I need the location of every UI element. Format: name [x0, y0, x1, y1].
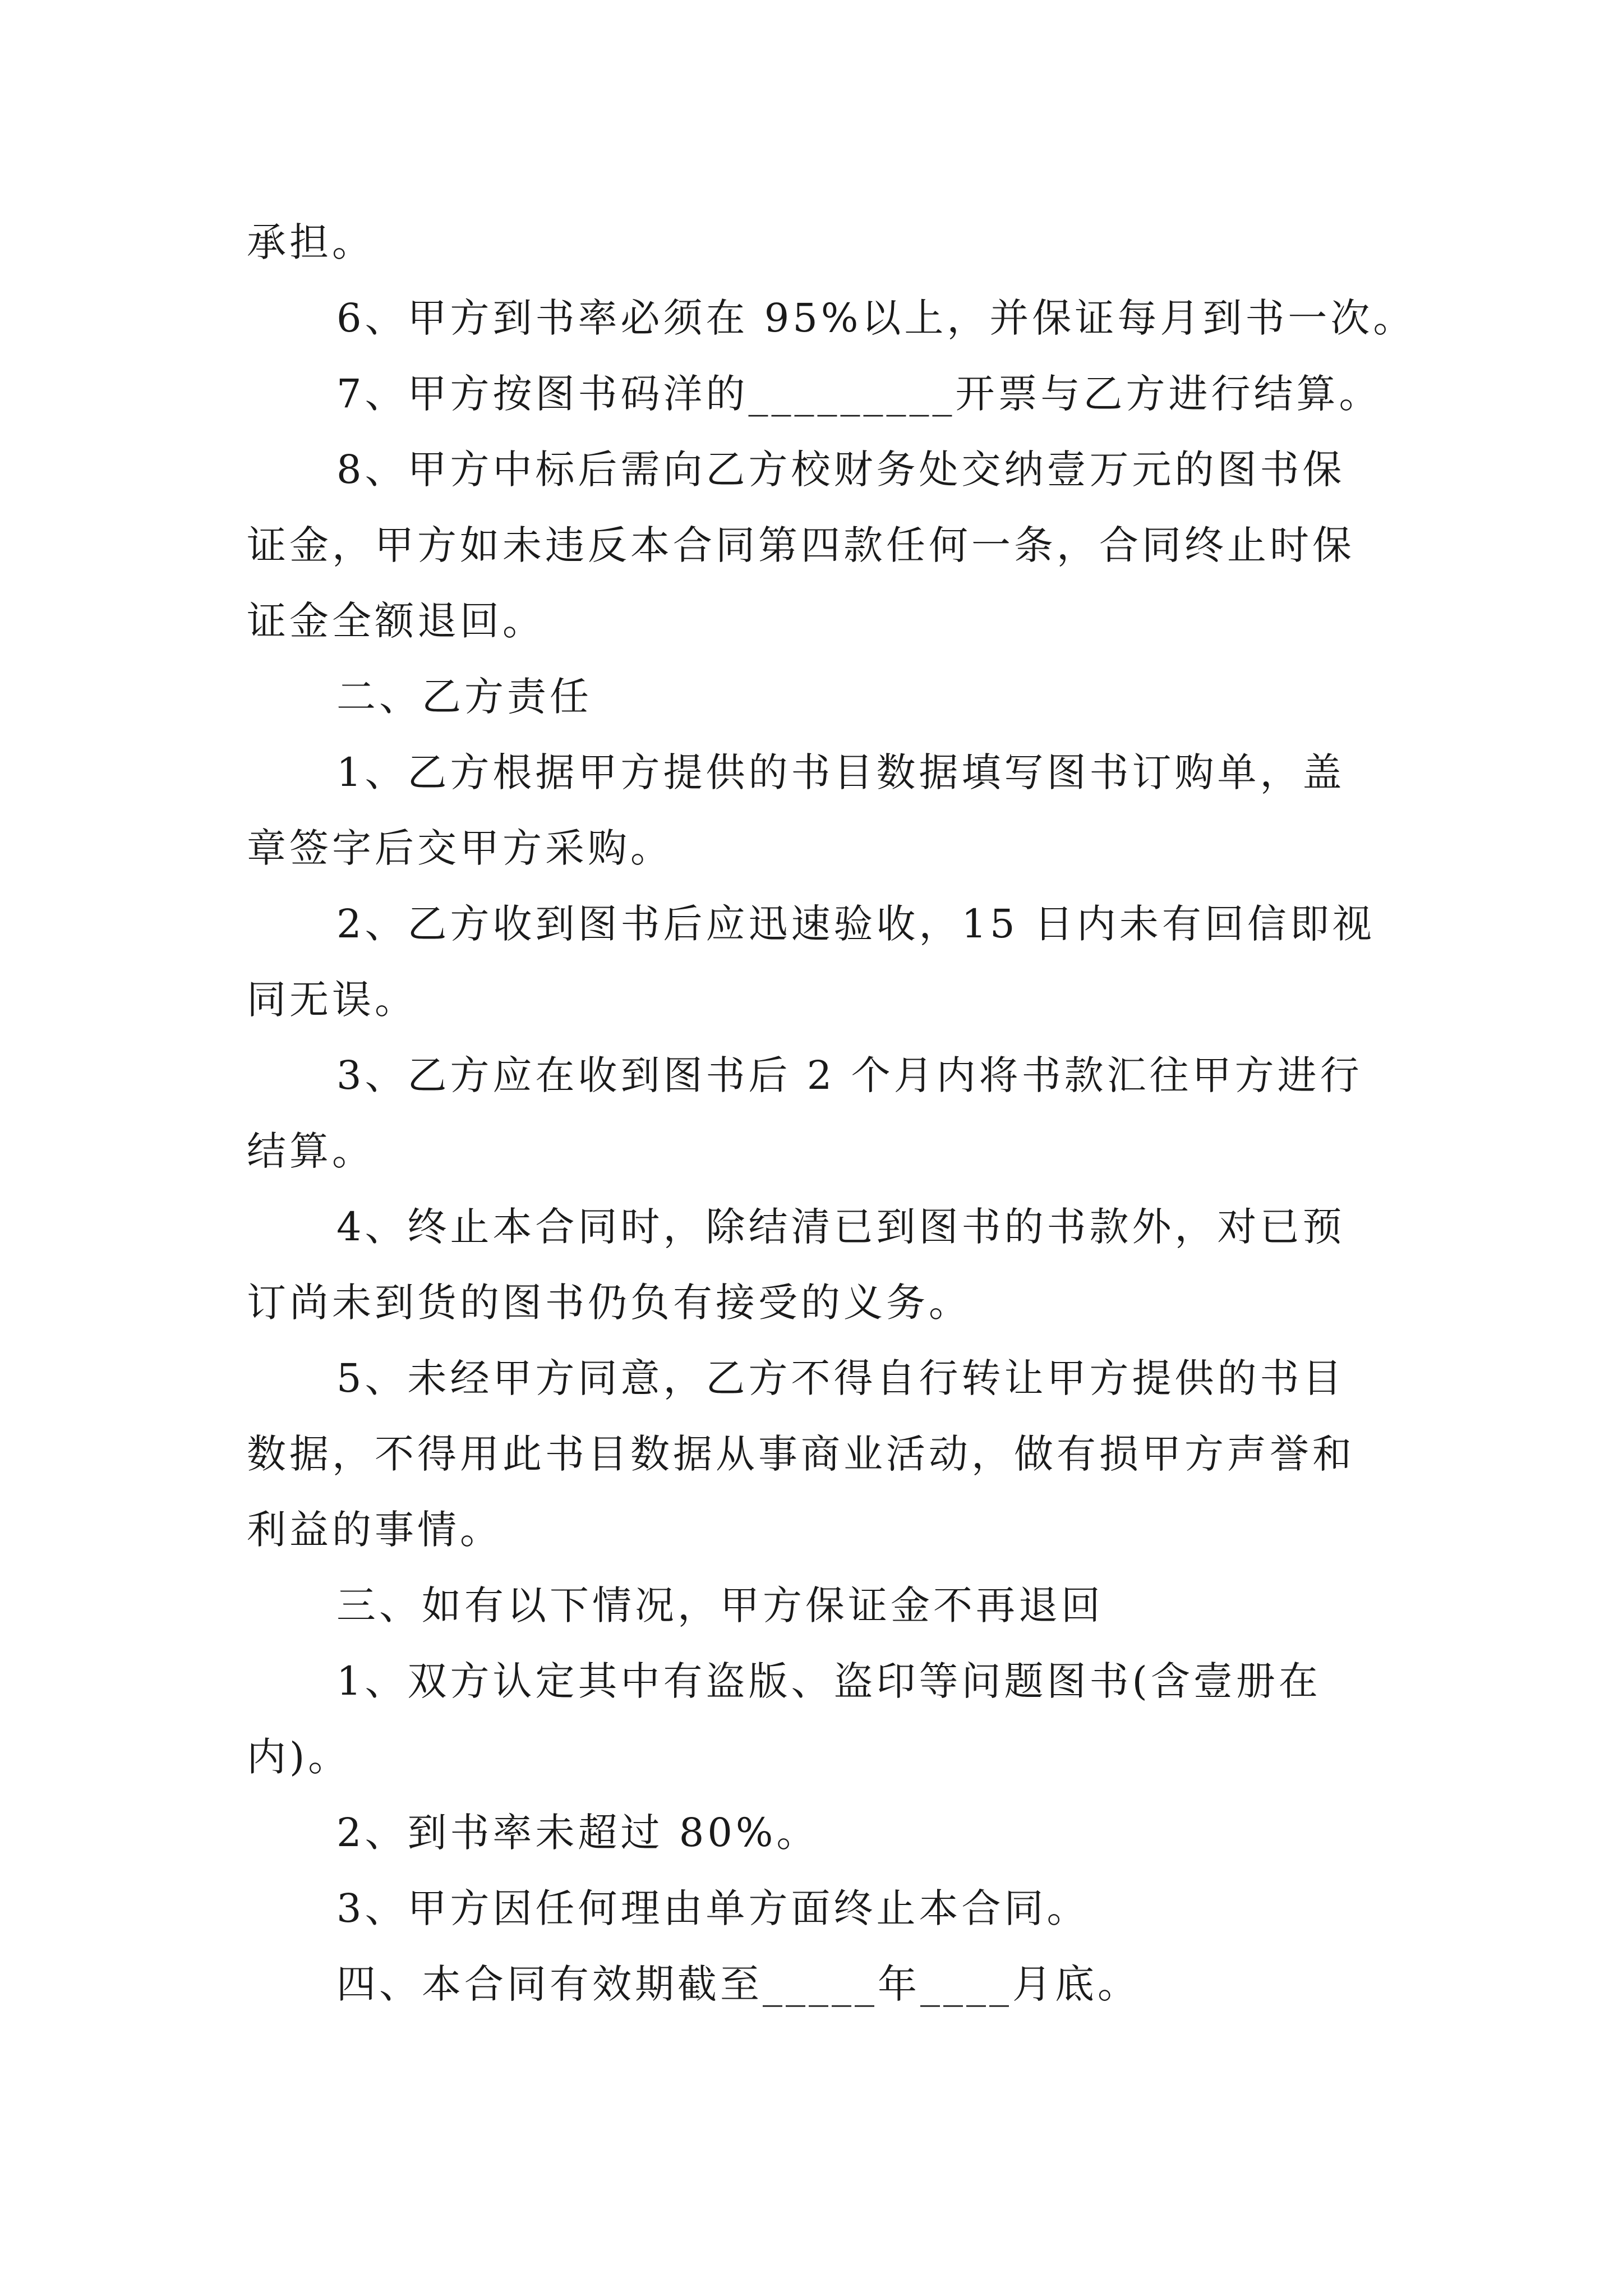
section-3-heading: 三、如有以下情况，甲方保证金不再退回: [336, 1582, 1104, 1628]
clause-2-3-line-1: 3、乙方应在收到图书后 2 个月内将书款汇往甲方进行: [336, 1052, 1363, 1098]
clause-1-8-line-2: 证金，甲方如未违反本合同第四款任何一条，合同终止时保: [247, 522, 1355, 568]
clause-1-6: 6、甲方到书率必须在 95%以上，并保证每月到书一次。: [336, 295, 1416, 341]
section-4-heading: 四、本合同有效期截至_____年____月底。: [336, 1961, 1140, 2007]
clause-2-5-line-2: 数据，不得用此书目数据从事商业活动，做有损甲方声誉和: [247, 1431, 1355, 1477]
clause-2-4-line-1: 4、终止本合同时，除结清已到图书的书款外，对已预: [336, 1204, 1345, 1250]
clause-2-3-line-2: 结算。: [247, 1128, 375, 1174]
text-line-1: 承担。: [247, 219, 375, 265]
clause-3-2: 2、到书率未超过 80%。: [336, 1810, 819, 1856]
section-2-heading: 二、乙方责任: [336, 674, 592, 720]
clause-3-3: 3、甲方因任何理由单方面终止本合同。: [336, 1885, 1090, 1931]
clause-2-2-line-2: 同无误。: [247, 977, 417, 1023]
clause-3-1-line-2: 内)。: [247, 1734, 351, 1780]
clause-1-7: 7、甲方按图书码洋的_________开票与乙方进行结算。: [336, 371, 1382, 417]
clause-2-2-line-1: 2、乙方收到图书后应迅速验收，15 日内未有回信即视: [336, 901, 1375, 947]
clause-2-1-line-2: 章签字后交甲方采购。: [247, 825, 673, 871]
clause-1-8-line-1: 8、甲方中标后需向乙方校财务处交纳壹万元的图书保: [336, 447, 1345, 493]
clause-2-5-line-3: 利益的事情。: [247, 1507, 502, 1553]
clause-3-1-line-1: 1、双方认定其中有盗版、盗印等问题图书(含壹册在: [336, 1658, 1321, 1704]
clause-2-1-line-1: 1、乙方根据甲方提供的书目数据填写图书订购单，盖: [336, 749, 1345, 795]
clause-2-5-line-1: 5、未经甲方同意，乙方不得自行转让甲方提供的书目: [336, 1355, 1345, 1401]
clause-1-8-line-3: 证金全额退回。: [247, 598, 545, 644]
clause-2-4-line-2: 订尚未到货的图书仍负有接受的义务。: [247, 1280, 971, 1326]
